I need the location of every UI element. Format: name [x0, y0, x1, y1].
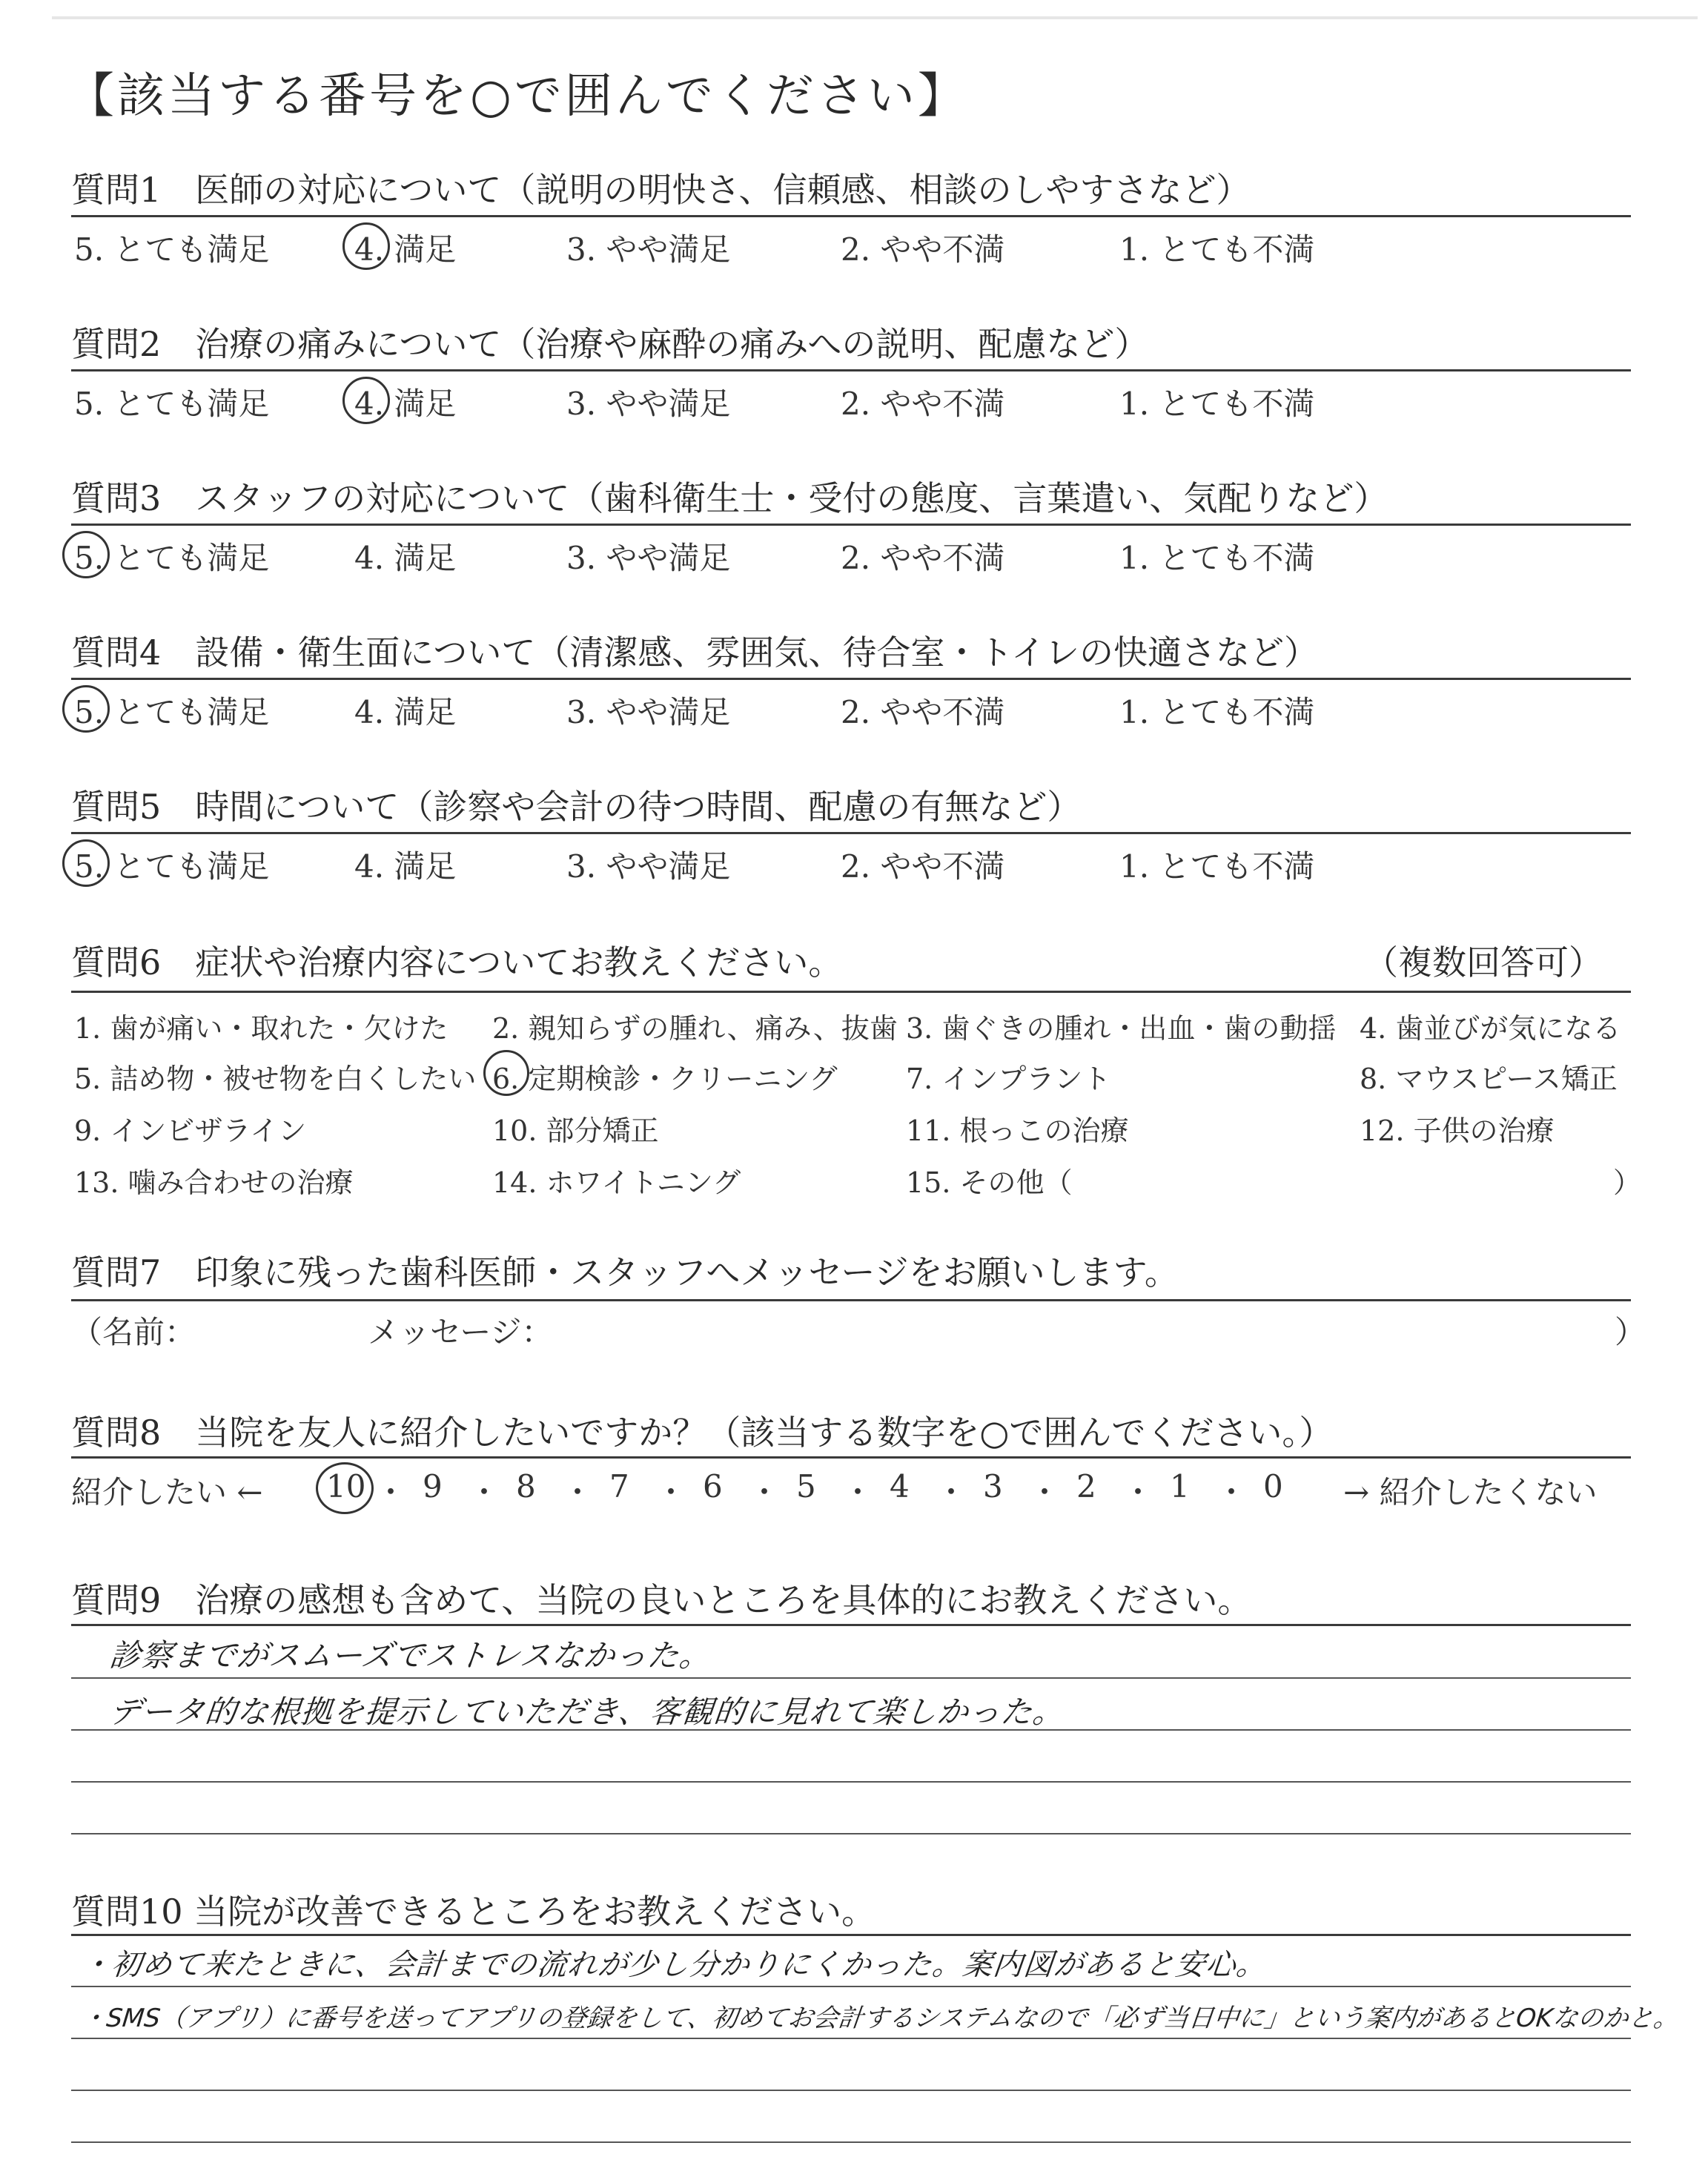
q1-option-1: 1. とても不満: [1119, 231, 1315, 268]
q10-title: 質問10 当院が改善できるところをお教えください。: [71, 1892, 876, 1932]
q8-separator: ・: [936, 1474, 967, 1510]
q9-line: [71, 1677, 1631, 1679]
q3-title: 質問3 スタッフの対応について（歯科衛生士・受付の態度、言葉遣い、気配りなど）: [71, 478, 1388, 518]
q4-title: 質問4 設備・衛生面について（清潔感、雰囲気、待合室・トイレの快適さなど）: [71, 633, 1319, 673]
q6-option-9: 9. インビザライン: [74, 1114, 307, 1147]
q5-title: 質問5 時間について（診察や会計の待つ時間、配慮の有無など）: [71, 787, 1082, 827]
q6-option-5: 5. 詰め物・被せ物を白くしたい: [74, 1063, 477, 1095]
q8-separator: ・: [1122, 1474, 1154, 1510]
q8-separator: ・: [749, 1474, 781, 1510]
q8-score-8: 8: [516, 1468, 536, 1505]
q9-line: [71, 1833, 1631, 1834]
q8-score-5: 5: [796, 1468, 816, 1505]
q8-score-6: 6: [703, 1468, 723, 1505]
q6-title: 質問6 症状や治療内容についてお教えください。: [71, 942, 843, 982]
q2-option-4: 4. 満足: [354, 386, 457, 422]
q2-option-5: 5. とても満足: [74, 386, 270, 422]
q6-other-close: ）: [1613, 1166, 1642, 1199]
q8-right-label: → 紹介したくない: [1343, 1474, 1598, 1510]
q4-option-1: 1. とても不満: [1119, 694, 1315, 730]
q6-option-3: 3. 歯ぐきの腫れ・出血・歯の動揺: [906, 1012, 1337, 1045]
q10-answer-1: ・初めて来たときに、会計までの流れが少し分かりにくかった。案内図があると安心。: [79, 1948, 1269, 1982]
q6-option-6: 6. 定期検診・クリーニング: [492, 1063, 838, 1095]
q5-option-5: 5. とても満足: [74, 848, 270, 885]
q4-rule: [71, 678, 1631, 680]
q8-score-7: 7: [609, 1468, 629, 1505]
q9-title: 質問9 治療の感想も含めて、当院の良いところを具体的にお教えください。: [71, 1580, 1252, 1620]
q7-name-label: （名前：: [71, 1314, 196, 1350]
q8-separator: ・: [842, 1474, 874, 1510]
q9-rule: [71, 1624, 1631, 1626]
q2-option-3: 3. やや満足: [566, 386, 731, 422]
q10-answer-2: ・SMS（アプリ）に番号を送ってアプリの登録をして、初めてお会計するシステムなので「必ず当日中に」という案内があるとOKなのかと。: [79, 2004, 1681, 2033]
page-header: 【該当する番号を○で囲んでください】: [67, 69, 968, 124]
q8-score-0: 0: [1263, 1468, 1283, 1505]
q8-score-2: 2: [1076, 1468, 1096, 1505]
q4-option-3: 3. やや満足: [566, 694, 731, 730]
q6-option-15: 15. その他（: [906, 1166, 1073, 1199]
q7-message-label: メッセージ：: [368, 1314, 553, 1350]
q6-option-4: 4. 歯並びが気になる: [1360, 1012, 1621, 1045]
q4-option-4: 4. 満足: [354, 694, 457, 730]
q9-answer-1: 診察までがスムーズでストレスなかった。: [107, 1637, 713, 1674]
q8-separator: ・: [1216, 1474, 1248, 1510]
q8-separator: ・: [655, 1474, 687, 1510]
q6-option-2: 2. 親知らずの腫れ、痛み、抜歯: [492, 1012, 898, 1045]
q1-title: 質問1 医師の対応について（説明の明快さ、信頼感、相談のしやすさなど）: [71, 170, 1251, 210]
q6-option-1: 1. 歯が痛い・取れた・欠けた: [74, 1012, 448, 1045]
q1-option-4: 4. 満足: [354, 231, 457, 268]
q8-score-3: 3: [983, 1468, 1003, 1505]
q8-separator: ・: [562, 1474, 594, 1510]
q6-option-12: 12. 子供の治療: [1360, 1114, 1555, 1147]
q6-option-10: 10. 部分矯正: [492, 1114, 659, 1147]
q4-selected-circle: [62, 685, 110, 733]
q8-title: 質問8 当院を友人に紹介したいですか？（該当する数字を○で囲んでください。）: [71, 1413, 1334, 1453]
q1-option-3: 3. やや満足: [566, 231, 731, 268]
q5-rule: [71, 832, 1631, 834]
q3-option-2: 2. やや不満: [841, 540, 1005, 576]
q8-left-label: 紹介したい ←: [71, 1474, 263, 1510]
q5-option-2: 2. やや不満: [841, 848, 1005, 885]
q6-selected-circle: [483, 1050, 529, 1096]
q1-rule: [71, 215, 1631, 217]
q6-note: （複数回答可）: [1364, 942, 1603, 982]
q10-line: [71, 1986, 1631, 1987]
q1-option-2: 2. やや不満: [841, 231, 1005, 268]
q2-selected-circle: [342, 377, 390, 424]
q6-option-14: 14. ホワイトニング: [492, 1166, 741, 1199]
q8-score-4: 4: [890, 1468, 910, 1505]
q4-option-2: 2. やや不満: [841, 694, 1005, 730]
q3-rule: [71, 524, 1631, 526]
q7-close-paren: ）: [1615, 1314, 1646, 1350]
q10-line: [71, 2038, 1631, 2039]
q6-option-13: 13. 噛み合わせの治療: [74, 1166, 354, 1199]
q7-rule: [71, 1299, 1631, 1301]
q6-option-11: 11. 根っこの治療: [906, 1114, 1129, 1147]
q3-option-3: 3. やや満足: [566, 540, 731, 576]
q1-selected-circle: [342, 222, 390, 270]
q5-option-1: 1. とても不満: [1119, 848, 1315, 885]
q10-line: [71, 2141, 1631, 2143]
q10-rule: [71, 1934, 1631, 1936]
q7-title: 質問7 印象に残った歯科医師・スタッフへメッセージをお願いします。: [71, 1252, 1179, 1292]
q8-score-10: 10: [326, 1468, 366, 1505]
q9-line: [71, 1781, 1631, 1783]
q8-separator: ・: [1029, 1474, 1061, 1510]
q6-rule: [71, 991, 1631, 993]
q8-separator: ・: [469, 1474, 500, 1510]
q8-score-9: 9: [423, 1468, 443, 1505]
q1-option-5: 5. とても満足: [74, 231, 270, 268]
q5-option-4: 4. 満足: [354, 848, 457, 885]
q3-option-5: 5. とても満足: [74, 540, 270, 576]
q2-title: 質問2 治療の痛みについて（治療や麻酔の痛みへの説明、配慮など）: [71, 324, 1149, 364]
q8-separator: ・: [375, 1474, 407, 1510]
q2-rule: [71, 369, 1631, 371]
q8-rule: [71, 1456, 1631, 1459]
top-border: [52, 16, 1698, 19]
q8-score-1: 1: [1170, 1468, 1190, 1505]
q4-option-5: 5. とても満足: [74, 694, 270, 730]
q3-selected-circle: [62, 531, 110, 578]
q6-option-8: 8. マウスピース矯正: [1360, 1063, 1618, 1095]
q2-option-1: 1. とても不満: [1119, 386, 1315, 422]
q3-option-1: 1. とても不満: [1119, 540, 1315, 576]
q2-option-2: 2. やや不満: [841, 386, 1005, 422]
q3-option-4: 4. 満足: [354, 540, 457, 576]
q10-line: [71, 2090, 1631, 2091]
q6-option-7: 7. インプラント: [906, 1063, 1111, 1095]
q5-option-3: 3. やや満足: [566, 848, 731, 885]
q5-selected-circle: [62, 839, 110, 887]
q8-selected-circle: [316, 1462, 374, 1514]
q9-answer-2: データ的な根拠を提示していただき、客観的に見れて楽しかった。: [107, 1694, 1067, 1730]
